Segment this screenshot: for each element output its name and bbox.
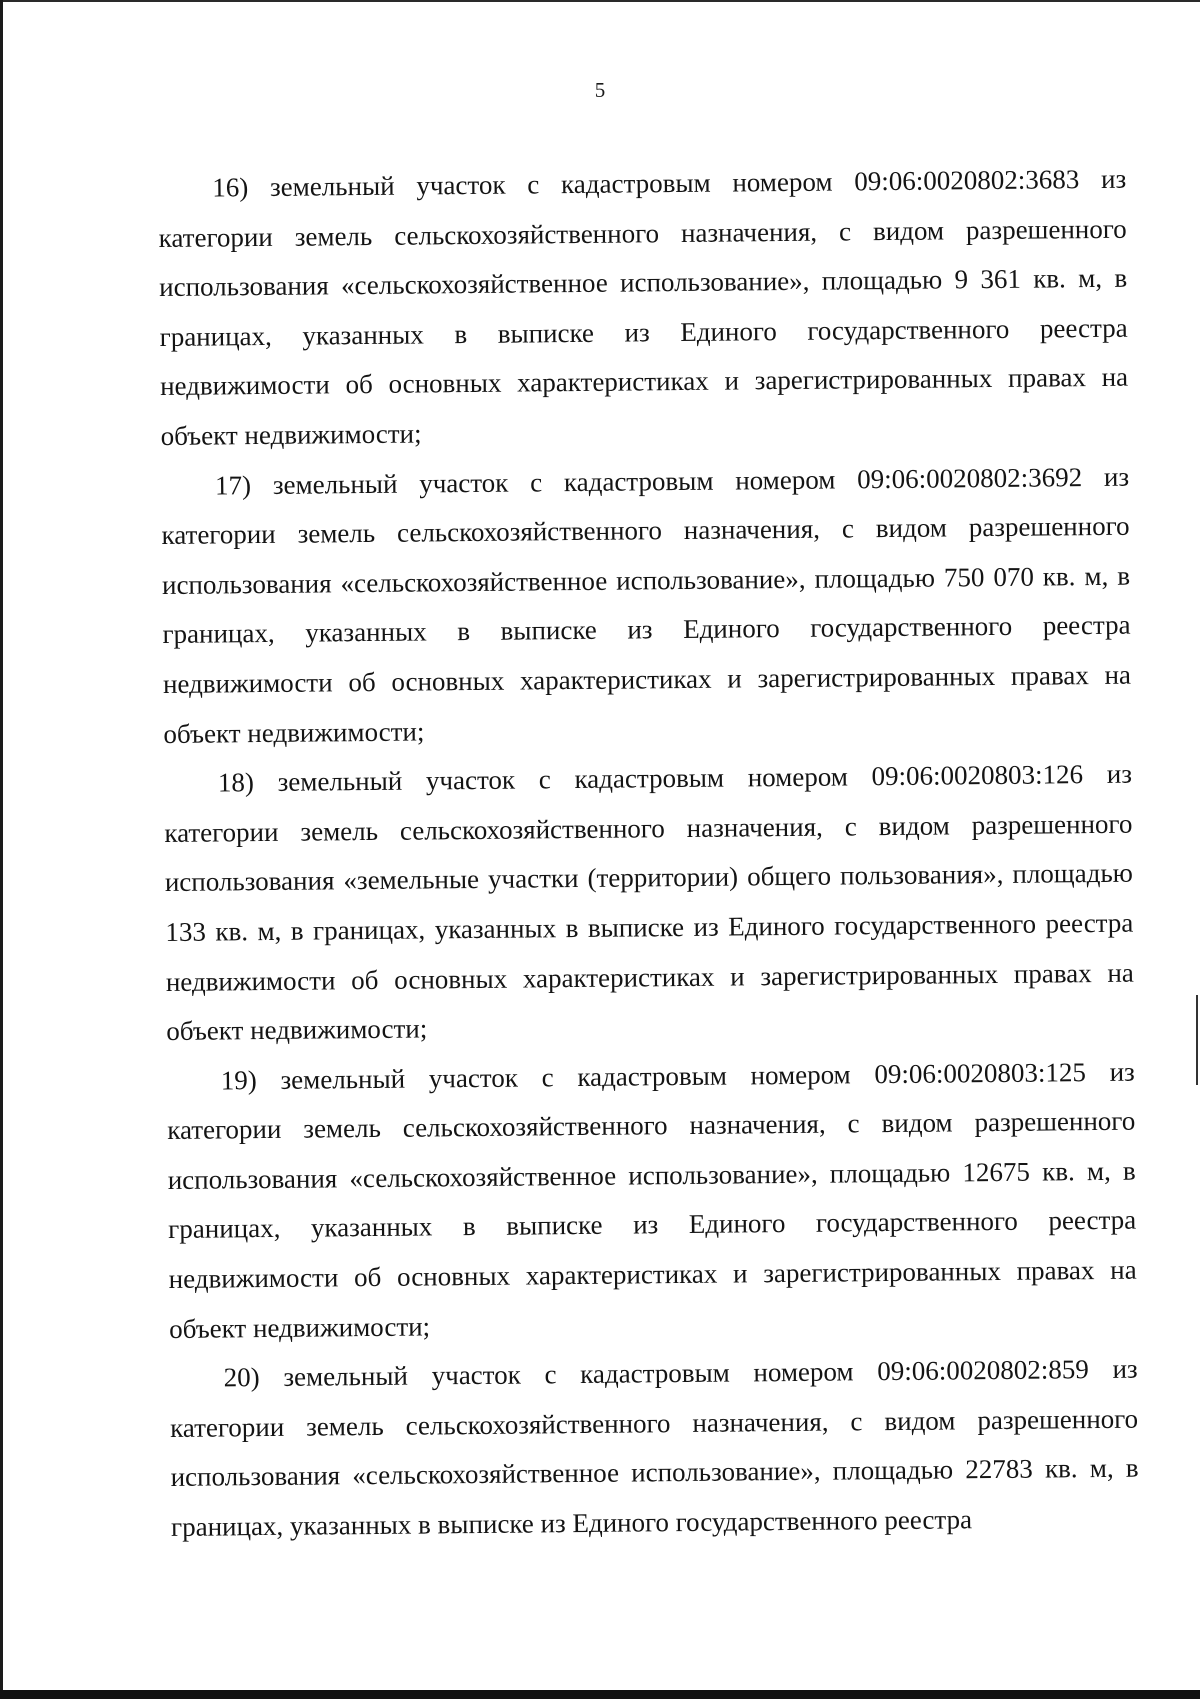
scan-edge-top [0,0,1200,2]
document-body [158,155,1139,1553]
scan-edge-mark [1196,995,1198,1085]
scan-edge-left [0,0,3,1699]
page-number: 5 [594,78,606,102]
paragraph-item-20: 20) земельный участок с кадастровым номером 09:06:0020802:859 из категории земель сельскохозяйственного назначения, с видом разрешенного использования «сельскохозяйственное использование», площадью 22783 кв. м, в границах, указанных в выписке из Единого государственного реестра [169,1353,1139,1542]
paragraph-item-17: 17) земельный участок с кадастровым номером 09:06:0020802:3692 из категории земель сельскохозяйственного назначения, с видом разрешенного использования «сельскохозяйственное использование», площадью 750 070 кв. м, в границах, указанных в выписке из Единого государственного реестра недвижимости об основных характеристиках и зарегистрированных правах на объект недвижимости; [161,461,1132,749]
paragraph-item-16: 16) земельный участок с кадастровым номером 09:06:0020802:3683 из категории земель сельскохозяйственного назначения, с видом разрешенного использования «сельскохозяйственное использование», площадью 9 361 кв. м, в границах, указанных в выписке из Единого государственного реестра недвижимости об основных характеристиках и зарегистрированных правах на объект недвижимости; [158,163,1129,451]
scan-edge-bottom [0,1690,1200,1699]
paragraph-item-19: 19) земельный участок с кадастровым номером 09:06:0020803:125 из категории земель сельскохозяйственного назначения, с видом разрешенного использования «сельскохозяйственное использование», площадью 12675 кв. м, в границах, указанных в выписке из Единого государственного реестра недвижимости об основных характеристиках и зарегистрированных правах на объект недвижимости; [167,1056,1137,1344]
paragraph-item-18: 18) земельный участок с кадастровым номером 09:06:0020803:126 из категории земель сельскохозяйственного назначения, с видом разрешенного использования «земельные участки (территории) общего пользования», площадью 133 кв. м, в границах, указанных в выписке из Единого государственного реестра недвижимости об основных характеристиках и зарегистрированных правах на объект недвижимости; [164,758,1134,1047]
